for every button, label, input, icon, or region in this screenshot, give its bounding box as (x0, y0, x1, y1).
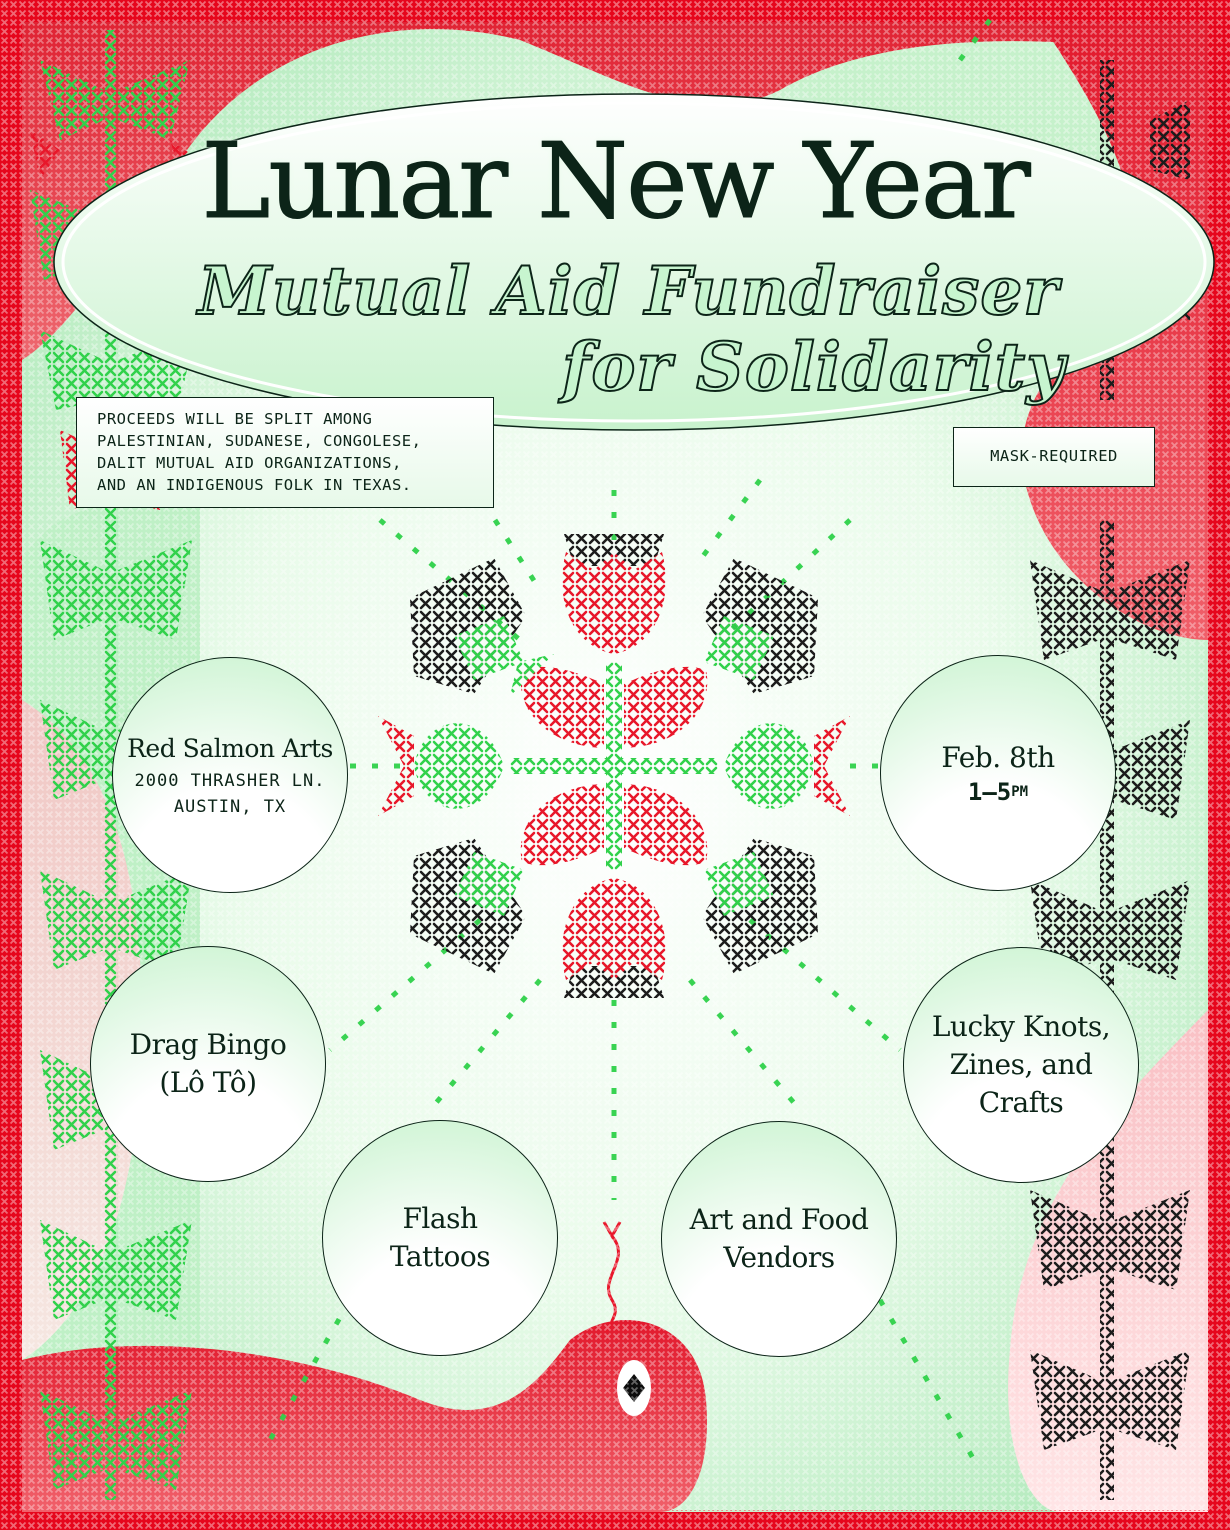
poster-subtitle-line-2: for Solidarity (562, 328, 1066, 406)
lucky-knots-bubble (903, 947, 1139, 1183)
venue-bubble (112, 657, 348, 893)
activity-line: Vendors (723, 1241, 835, 1274)
poster-subtitle-line-1: Mutual Aid Fundraiser (198, 252, 1060, 330)
proceeds-line: PROCEEDS WILL BE SPLIT AMONG (97, 410, 373, 428)
cross-stitch-flower-medallion (378, 534, 850, 998)
proceeds-line: DALIT MUTUAL AID ORGANIZATIONS, (97, 454, 402, 472)
proceeds-line: PALESTINIAN, SUDANESE, CONGOLESE, (97, 432, 422, 450)
activity-line: Drag Bingo (129, 1028, 287, 1061)
vendors-bubble (661, 1121, 897, 1357)
activity-line: Art and Food (689, 1203, 869, 1236)
event-date: Feb. 8th (941, 741, 1055, 774)
proceeds-note (76, 397, 494, 508)
drag-bingo-bubble (90, 946, 326, 1182)
activity-line: (Lô Tô) (159, 1066, 257, 1099)
event-time (968, 777, 1028, 807)
venue-name: Red Salmon Arts (127, 734, 333, 763)
venue-address-line-2: AUSTIN, TX (173, 797, 287, 817)
activity-line: Lucky Knots, (931, 1010, 1111, 1043)
activity-line: Crafts (978, 1086, 1064, 1119)
flash-tattoos-bubble (322, 1120, 558, 1356)
proceeds-line: AND AN INDIGENOUS FOLK IN TEXAS. (97, 476, 412, 494)
venue-address-line-1: 2000 THRASHER LN. (134, 771, 326, 791)
activity-line: Tattoos (389, 1240, 491, 1273)
mask-required-badge: MASK-REQUIRED (953, 427, 1155, 487)
activity-line: Flash (402, 1202, 478, 1235)
poster-title: Lunar New Year (201, 120, 1029, 242)
event-time-suffix: PM (1011, 784, 1029, 800)
date-time-bubble (880, 655, 1116, 891)
activity-line: Zines, and (949, 1048, 1093, 1081)
event-time-range: 1–5 (967, 778, 1012, 806)
